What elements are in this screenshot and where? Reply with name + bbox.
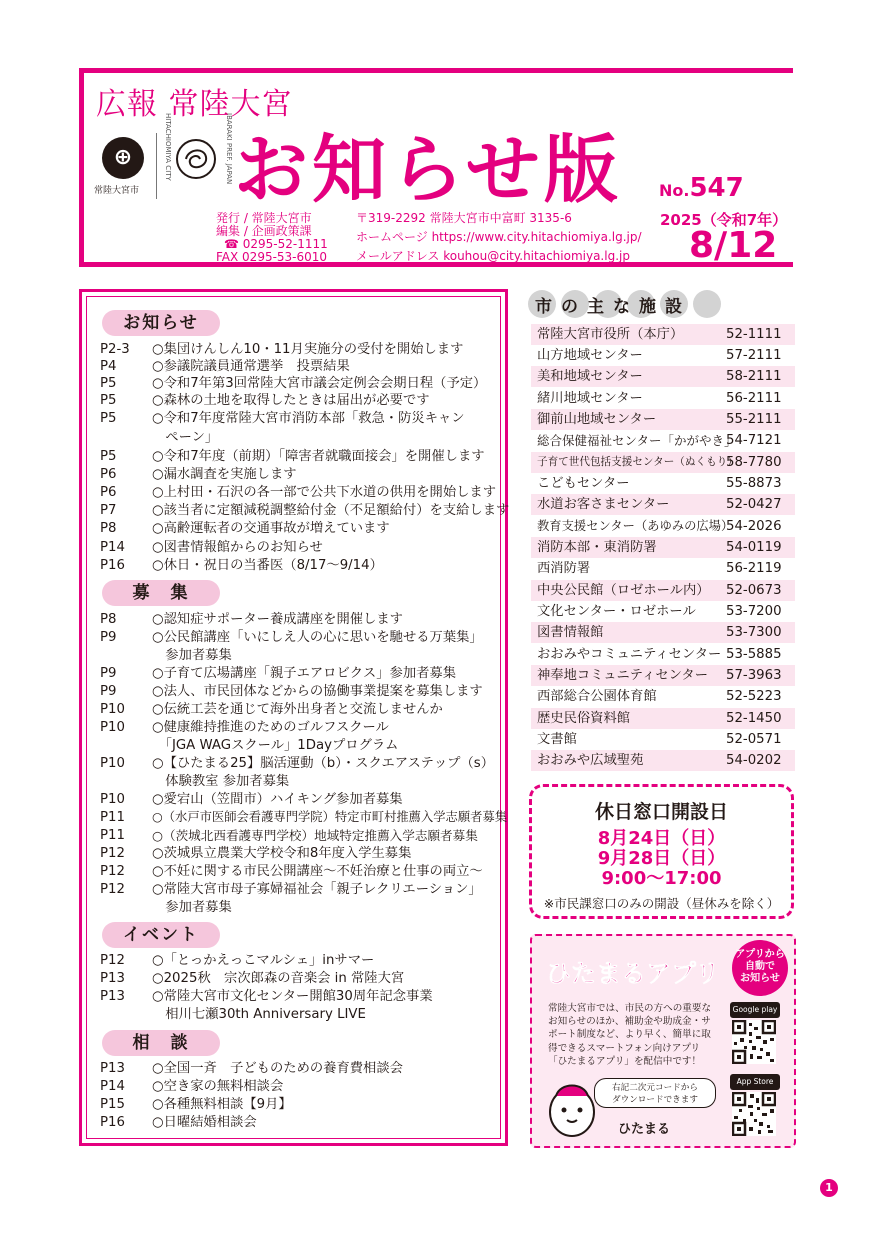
facility-row: 子育て世代包括支援センター（ぬくもり） 58-7780 <box>531 452 795 473</box>
facility-row: 山方地域センター 57-2111 <box>531 345 795 366</box>
app-store-badge[interactable]: App Store <box>730 1074 780 1090</box>
google-play-badge[interactable]: Google play <box>730 1002 780 1018</box>
publisher-line: FAX 0295-53-6010 <box>216 250 328 264</box>
address-line: ホームページ https://www.city.hitachiomiya.lg.jp/ <box>356 230 642 244</box>
section-heading-events: イベント <box>102 922 220 948</box>
section-heading-recruit: 募 集 <box>102 580 220 606</box>
facility-row: 中央公民館（ロゼホール内） 52-0673 <box>531 580 795 601</box>
address-line: メールアドレス kouhou@city.hitachiomiya.lg.jp <box>356 249 630 263</box>
facility-row: 歴史民俗資料館 52-1450 <box>531 708 795 729</box>
issue-year: 2025（令和7年） <box>660 211 788 229</box>
qr-code-icon[interactable] <box>732 1020 776 1064</box>
facility-row: 文書館 52-0571 <box>531 729 795 750</box>
facility-row: 緒川地域センター 56-2111 <box>531 388 795 409</box>
app-callout-bubble: アプリから 自動で お知らせ <box>732 940 788 996</box>
masthead-tagline: 広報 常陸大宮 <box>96 87 293 122</box>
facility-row: 西消防署 56-2119 <box>531 558 795 579</box>
city-rose-logo-icon <box>174 137 218 181</box>
holiday-window-box <box>529 784 794 919</box>
publisher-line: 発行 / 常陸大宮市 <box>216 211 312 225</box>
app-title: ひたまるアプリ <box>546 959 721 988</box>
holiday-note: ※市民課窓口のみの開設（昼休みを除く） <box>543 896 780 911</box>
facility-row: 総合保健福祉センター「かがやき」 54-7121 <box>531 430 795 451</box>
holiday-date: 8月24日（日） <box>597 828 726 849</box>
facility-row: 御前山地域センター 55-2111 <box>531 409 795 430</box>
contents-box: お知らせ P2-3 ○集団けんしん10・11月実施分の受付を開始します P4 ○参議院議員通常選挙 投票結果 P5 ○令和7年第3回常陸大宮市議会定例会会期日程（予定） P5 ○森林の土地を取得したときは届出が必要です P5 ○令和7年度常陸大宮市消防本部「救急・防災キャン ペーン」 P5 ○令和7年度（前期）「障害者就職面接会」を開催します P6 ○漏水調査を実施します P6 ○上村田・石沢の各一部で公共下水道の供用を開始します P7 ○該当者に定額減税調整給付金（不足額給付）を支給します P8 ○高齢運転者の交通事故が増えています P14 ○図書情報館からのお知らせ P16 ○休日・祝日の当番医（8/17～9/14） 募 集 P8 ○認知症サポーター養成講座を開催します P9 ○公民館講座「いにしえ人の心に思いを馳せる万葉集」 参加者募集 P9 ○子育て広場講座「親子エアロビクス」参加者募集 P9 ○法人、市民団体などからの協働事業提案を募集します P10 ○伝統工芸を通じて海外出身者と交流しませんか P10 ○健康維持推進のためのゴルフスクール 「JGA WAGスクール」1Dayプログラム P10 ○【ひたまる25】脳活運動（b）・スクエアステップ（s） 体験教室 参加者募集 P10 ○愛宕山（笠間市）ハイキング参加者募集 P11 ○（水戸市医師会看護専門学院）特定市町村推薦入学志願者募集 P11 ○（茨城北西看護専門学校）地域特定推薦入学志願者募集 P12 ○茨城県立農業大学校令和8年度入学生募集 P12 ○不妊に関する市民公開講座～不妊治療と仕事の両立～ P12 ○常陸大宮市母子寡婦福祉会「親子レクリエーション」 参加者募集 イベント P12 ○「とっかえっこマルシェ」inサマー P13 ○2025秋 宗次郎森の音楽会 in 常陸大宮 P13 ○常陸大宮市文化センター開館30周年記念事業 相川七瀬30th Anniversary LIVE 相 談 P13 ○全国一斉 子どものための養育費相談会 P14 ○空き家の無料相談会 P15 ○各種無料相談【9月】 P16 ○日曜結婚相談会 <box>79 289 508 1146</box>
facilities-title: 市の主な施設 <box>535 297 691 317</box>
facility-row: 文化センター・ロゼホール 53-7200 <box>531 601 795 622</box>
masthead <box>79 68 793 267</box>
facility-row: こどもセンター 55-8873 <box>531 473 795 494</box>
page-number: 1 <box>820 1179 838 1197</box>
facility-row: 常陸大宮市役所（本庁） 52-1111 <box>531 324 795 345</box>
section-heading-notice: お知らせ <box>102 310 220 336</box>
publisher-line: 編集 / 企画政策課 <box>216 224 312 238</box>
hitamaru-mascot-icon <box>546 1076 598 1140</box>
section-heading-consult: 相 談 <box>102 1030 220 1056</box>
app-description: 常陸大宮市では、市民の方への重要なお知らせのほか、補助金や助成金・サポート制度など、より早く、簡単に取得できるスマートフォン向けアプリ「ひたまるアプリ」を配信中です！ <box>548 1003 712 1067</box>
issue-number: No.547 <box>659 173 744 203</box>
qr-code-icon[interactable] <box>732 1092 776 1136</box>
city-en-name: HITACHIOMIYA CITY <box>164 113 172 181</box>
facility-row: おおみや広域聖苑 54-0202 <box>531 750 795 771</box>
facility-row: 神奉地コミュニティセンター 57-3963 <box>531 665 795 686</box>
holiday-window-title: 休日窓口開設日 <box>594 801 728 823</box>
holiday-hours: 9:00～17:00 <box>601 868 722 889</box>
city-en-pref: IBARAKI PREF. JAPAN <box>225 113 233 185</box>
app-promo-box <box>530 934 796 1148</box>
holiday-date: 9月28日（日） <box>597 848 726 869</box>
facility-row: 図書情報館 53-7300 <box>531 622 795 643</box>
page-title: お知らせ版 <box>234 127 622 213</box>
facility-row: 教育支援センター（あゆみの広場） 54-2026 <box>531 516 795 537</box>
facility-row: 水道お客さまセンター 52-0427 <box>531 494 795 515</box>
publisher-line: ☎ 0295-52-1111 <box>224 237 328 251</box>
issue-date: 8/12 <box>689 225 778 266</box>
app-scan-note: 右記二次元コードから ダウンロードできます <box>594 1078 716 1108</box>
logo-divider <box>156 133 157 199</box>
address-line: 〒319-2292 常陸大宮市中富町 3135-6 <box>356 211 572 225</box>
facility-row: 西部総合公園体育館 52-5223 <box>531 686 795 707</box>
facility-row: 美和地域センター 58-2111 <box>531 366 795 387</box>
city-name: 常陸大宮市 <box>94 186 140 196</box>
city-seal-icon: ⊕ <box>102 137 144 179</box>
mascot-name: ひたまる <box>618 1122 671 1137</box>
facility-row: おおみやコミュニティセンター 53-5885 <box>531 644 795 665</box>
facility-row: 消防本部・東消防署 54-0119 <box>531 537 795 558</box>
